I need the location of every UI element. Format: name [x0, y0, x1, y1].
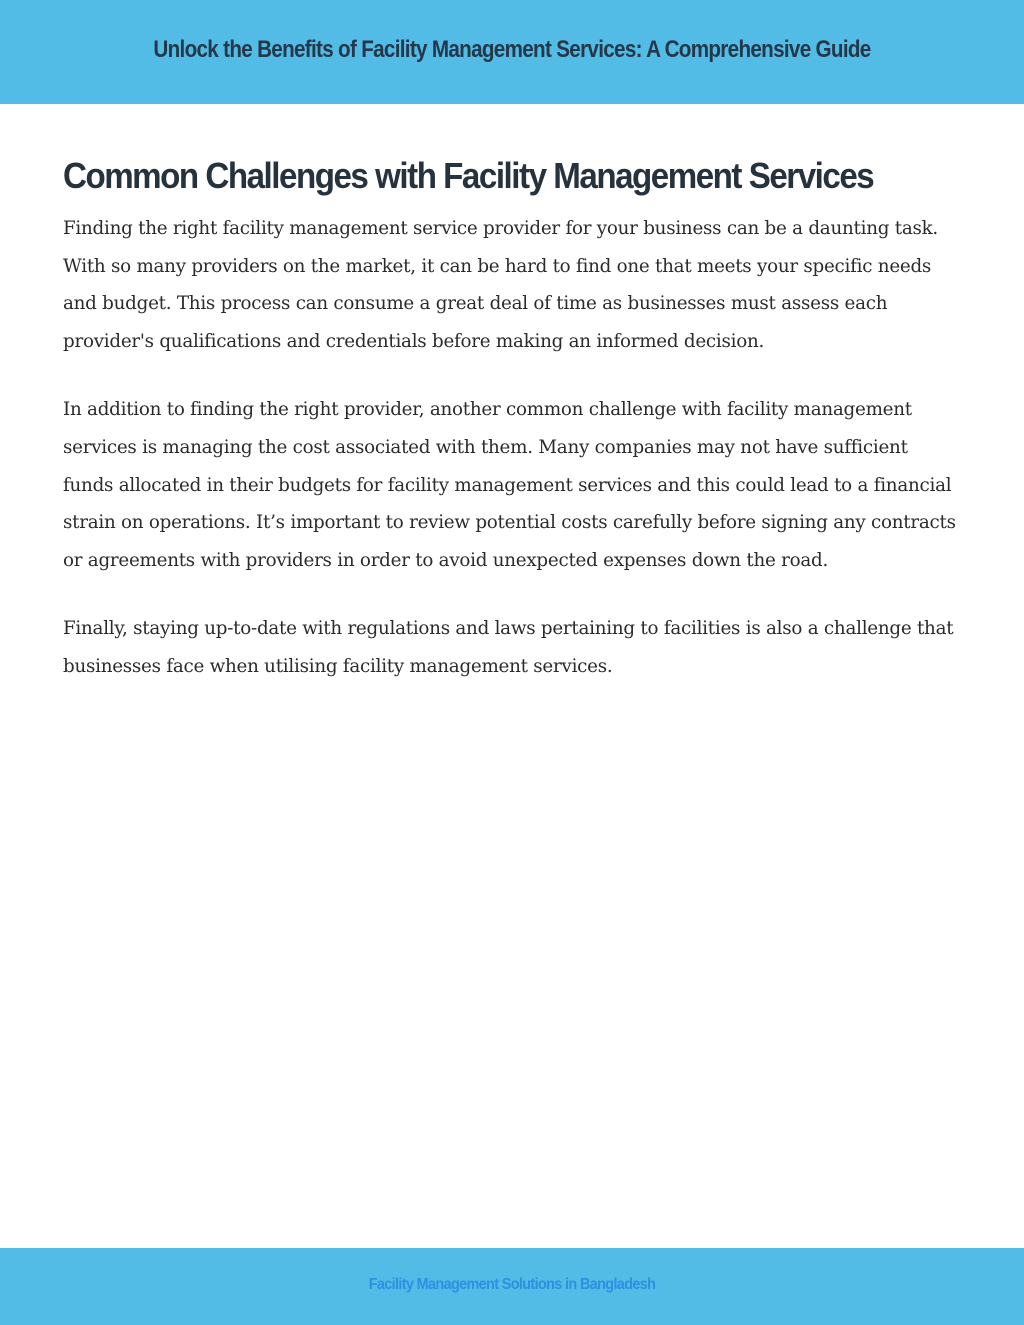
- header-bar: [0, 0, 1024, 104]
- section-heading: Common Challenges with Facility Management Services: [63, 155, 874, 196]
- paragraph-2: In addition to finding the right provider, another common challenge with facility management services is managing the cost associated with them. Many companies may not have sufficient funds allocated in their budgets for facility management services and this could lead to a financial strain on operations. It’s important to review potential costs carefully before signing any contracts or agreements with providers in order to avoid unexpected expenses down the road.: [63, 399, 956, 571]
- paragraph-1: Finding the right facility management service provider for your business can be a daunting task. With so many providers on the market, it can be hard to find one that meets your specific needs and budget. This process can consume a great deal of time as businesses must assess each provider's qualifications and credentials before making an informed decision.: [63, 218, 938, 352]
- footer-text: Facility Management Solutions in Bangladesh: [368, 1276, 656, 1293]
- footer-bar: [0, 1248, 1024, 1325]
- document-title: Unlock the Benefits of Facility Management Services: A Comprehensive Guide: [153, 36, 871, 63]
- main-content: [63, 150, 963, 717]
- paragraph-3: Finally, staying up-to-date with regulations and laws pertaining to facilities is also a challenge that businesses face when utilising facility management services.: [63, 618, 954, 677]
